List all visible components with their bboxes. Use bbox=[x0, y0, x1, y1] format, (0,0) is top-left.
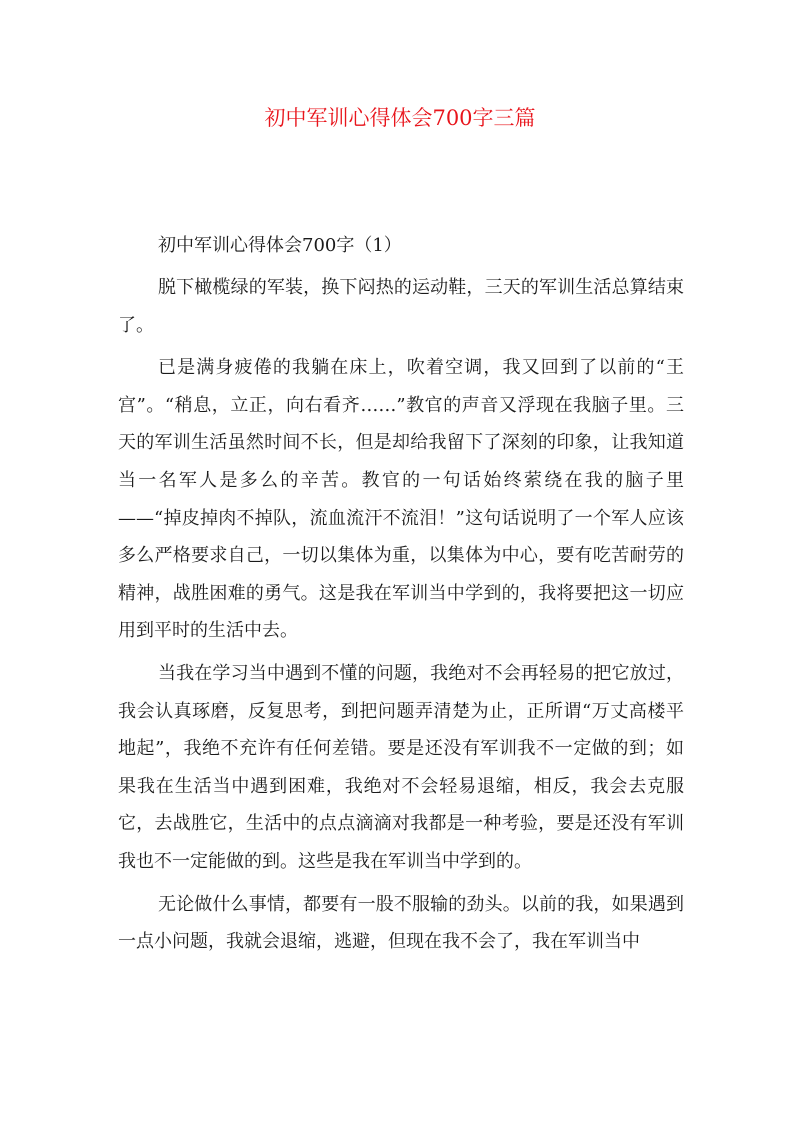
paragraph-1: 脱下橄榄绿的军装，换下闷热的运动鞋，三天的军训生活总算结束了。 bbox=[118, 277, 684, 336]
document-body bbox=[118, 228, 684, 961]
section-heading: 初中军训心得体会700字（1） bbox=[158, 235, 402, 256]
paragraph-4: 无论做什么事情，都要有一股不服输的劲头。以前的我，如果遇到一点小问题，我就会退缩，逃避，但现在我不会了，我在军训当中 bbox=[118, 893, 684, 953]
paragraph-2: 已是满身疲倦的我躺在床上，吹着空调，我又回到了以前的“王宫”。“稍息，立正，向右看齐……”教官的声音又浮现在我脑子里。三天的军训生活虽然时间不长，但是却给我留下了深刻的印象，让我知道当一名军人是多么的辛苦。教官的一句话始终萦绕在我的脑子里——“掉皮掉肉不掉队，流血流汗不流泪！”这句话说明了一个军人应该多么严格要求自己，一切以集体为重，以集体为中心，要有吃苦耐劳的精神，战胜困难的勇气。这是我在军训当中学到的，我将要把这一切应用到平时的生活中去。 bbox=[118, 357, 684, 642]
paragraph-3: 当我在学习当中遇到不懂的问题，我绝对不会再轻易的把它放过，我会认真琢磨，反复思考，到把问题弄清楚为止，正所谓“万丈高楼平地起”，我绝不充许有任何差错。要是还没有军训我不一定做的到；如果我在生活当中遇到困难，我绝对不会轻易退缩，相反，我会去克服它，去战胜它，生活中的点点滴滴对我都是一种考验，要是还没有军训我也不一定能做的到。这些是我在军训当中学到的。 bbox=[118, 662, 684, 872]
document-title: 初中军训心得体会700字三篇 bbox=[264, 106, 536, 130]
